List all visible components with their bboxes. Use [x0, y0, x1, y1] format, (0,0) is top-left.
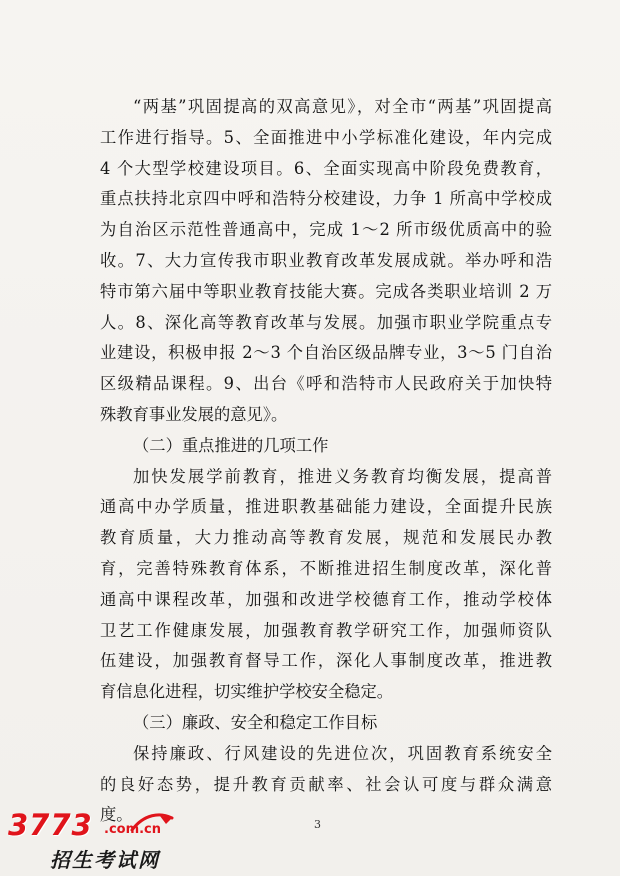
text-line: 区级精品课程。9、出台《呼和浩特市人民政府关于加快特 — [100, 374, 552, 394]
page-number: 3 — [314, 818, 321, 831]
text-line: 特市第六届中等职业教育技能大赛。完成各类职业培训 2 万 — [100, 281, 552, 301]
paragraph-2 — [100, 462, 552, 708]
text-line: 人。8、深化高等教育改革与发展。加强市职业学院重点专 — [100, 312, 552, 332]
text-line: 卫艺工作健康发展，加强教育教学研究工作，加强师资队 — [100, 620, 552, 640]
text-line: 教育质量，大力推动高等教育发展，规范和发展民办教 — [100, 528, 552, 548]
section-heading-2: （二）重点推进的几项工作 — [133, 435, 329, 455]
text-line: 育，完善特殊教育体系，不断推进招生制度改革，深化普 — [100, 558, 552, 578]
watermark-logo — [4, 808, 204, 874]
text-line: 重点扶持北京四中呼和浩特分校建设，力争 1 所高中学校成 — [100, 189, 552, 209]
text-line: 度。 — [100, 805, 133, 825]
text-line: 伍建设，加强教育督导工作，深化人事制度改革，推进教 — [100, 651, 552, 671]
text-line: 保持廉政、行风建设的先进位次，巩固教育系统安全 — [133, 743, 552, 763]
text-line: 工作进行指导。5、全面推进中小学标准化建设，年内完成 — [100, 127, 552, 147]
section-heading-3: （三）廉政、安全和稳定工作目标 — [133, 712, 378, 732]
text-line: 收。7、大力宣传我市职业教育改革发展成就。举办呼和浩 — [100, 250, 552, 270]
text-line: 为自治区示范性普通高中，完成 1～2 所市级优质高中的验 — [100, 220, 552, 240]
text-line: 加快发展学前教育，推进义务教育均衡发展，提高普 — [133, 466, 552, 486]
text-line: 通高中办学质量，推进职教基础能力建设，全面提升民族 — [100, 497, 552, 517]
watermark-tagline: 招生考试网 — [50, 848, 160, 872]
text-line: 殊教育事业发展的意见》。 — [100, 404, 288, 424]
text-line: 育信息化进程，切实维护学校安全稳定。 — [100, 682, 394, 702]
paragraph-1 — [100, 92, 552, 431]
text-line: 通高中课程改革，加强和改进学校德育工作，推动学校体 — [100, 589, 552, 609]
document-body — [100, 92, 552, 831]
text-line: 4 个大型学校建设项目。6、全面实现高中阶段免费教育， — [100, 158, 552, 178]
text-line: 的良好态势，提升教育贡献率、社会认可度与群众满意 — [100, 774, 552, 794]
watermark-domain: .com.cn — [104, 822, 162, 837]
text-line: “两基”巩固提高的双高意见》，对全市“两基”巩固提高 — [133, 97, 552, 116]
watermark-number: 3773 — [8, 808, 93, 842]
text-line: 业建设，积极申报 2～3 个自治区级品牌专业，3～5 门自治 — [100, 343, 552, 363]
